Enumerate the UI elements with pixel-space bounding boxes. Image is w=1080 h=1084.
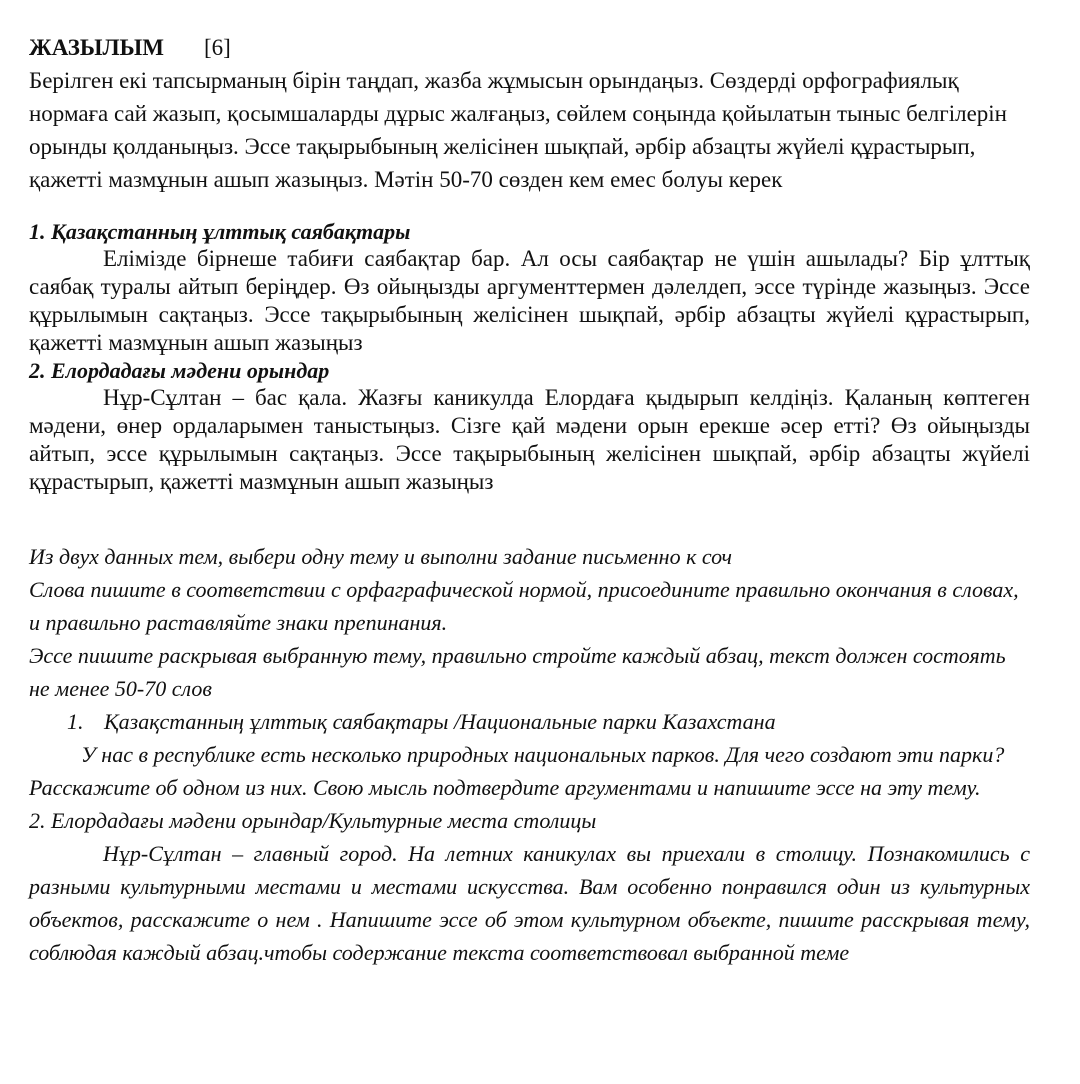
kazakh-topic-1-text: Елімізде бірнеше табиғи саябақтар бар. Ал осы саябақтар не үшін ашылады? Бір ұлттық саябақ туралы айтып беріңдер. Өз ойыңызды аргументтермен дәлелдеп, эссе түрінде жазыңыз. Эссе құрылымын сақтаңыз. Эссе тақырыбының желісінен шықпай, әрбір абзацты жүйелі құрастырып, қажетті мазмұнын ашып жазыңыз bbox=[29, 246, 1030, 355]
russian-instruction-line-2: Слова пишите в соответствии с орфаграфической нормой, присоедините правильно окончания в словах, и правильно раставляйте знаки препинания. bbox=[29, 577, 1019, 635]
section-title: ЖАЗЫЛЫМ bbox=[29, 35, 164, 60]
russian-topic-1-title bbox=[29, 705, 1030, 738]
russian-topic-1-number: 1. bbox=[67, 709, 84, 734]
russian-instruction-line-3: Эссе пишите раскрывая выбранную тему, правильно стройте каждый абзац, текст должен состоять не менее 50-70 слов bbox=[29, 643, 1006, 701]
kazakh-topic-2-title: 2. Елордадағы мәдени орындар bbox=[29, 358, 330, 383]
russian-topic-2-text: Нұр-Сұлтан – главный город. На летних каникулах вы приехали в столицу. Познакомились с разными культурными местами и местами искусства. Вам особенно понравился один из культурных объектов, расскажите о нем . Напишите эссе об этом культурном объекте, пишите расскрывая тему, соблюдая каждый абзац.чтобы содержание текста соответствовал выбранной теме bbox=[29, 841, 1030, 965]
russian-topic-1-text: У нас в республике есть несколько природных национальных парков. Для чего создают эти парки? Расскажите об одном из них. Свою мысль подтвердите аргументами и напишите эссе на эту тему. bbox=[29, 742, 1005, 800]
section-heading bbox=[29, 34, 1030, 62]
russian-instruction-line-1: Из двух данных тем, выбери одну тему и выполни задание письменно к соч bbox=[29, 544, 733, 569]
kazakh-topic-1-title: 1. Қазақстанның ұлттық саябақтары bbox=[29, 219, 411, 244]
russian-topic-2-title: 2. Елордадағы мәдени орындар/Культурные места столицы bbox=[29, 808, 597, 833]
kazakh-topic-2-text: Нұр-Сұлтан – бас қала. Жазғы каникулда Елордаға қыдырып келдіңіз. Қаланың көптеген мәдени, өнер ордаларымен таныстыңыз. Сізге қай мәдени орын ерекше әсер етті? Өз ойыңызды айтып, эссе құрылымын сақтаңыз. Эссе тақырыбының желісінен шықпай, әрбір абзацты жүйелі құрастырып, қажетті мазмұнын ашып жазыңыз bbox=[29, 385, 1030, 494]
kazakh-instructions: Берілген екі тапсырманың бірін таңдап, жазба жұмысын орындаңыз. Сөздерді орфографиялық нормаға сай жазып, қосымшаларды дұрыс жалғаңыз, сөйлем соңында қойылатын тыныс белгілерін орынды қолданыңыз. Эссе тақырыбының желісінен шықпай, әрбір абзацты жүйелі құрастырып, қажетті мазмұнын ашып жазыңыз. Мәтін 50-70 сөзден кем емес болуы керек bbox=[29, 68, 1007, 192]
points-label: [6] bbox=[203, 35, 231, 60]
russian-topic-1-title-text: Қазақстанның ұлттық саябақтары /Национальные парки Казахстана bbox=[104, 709, 776, 734]
